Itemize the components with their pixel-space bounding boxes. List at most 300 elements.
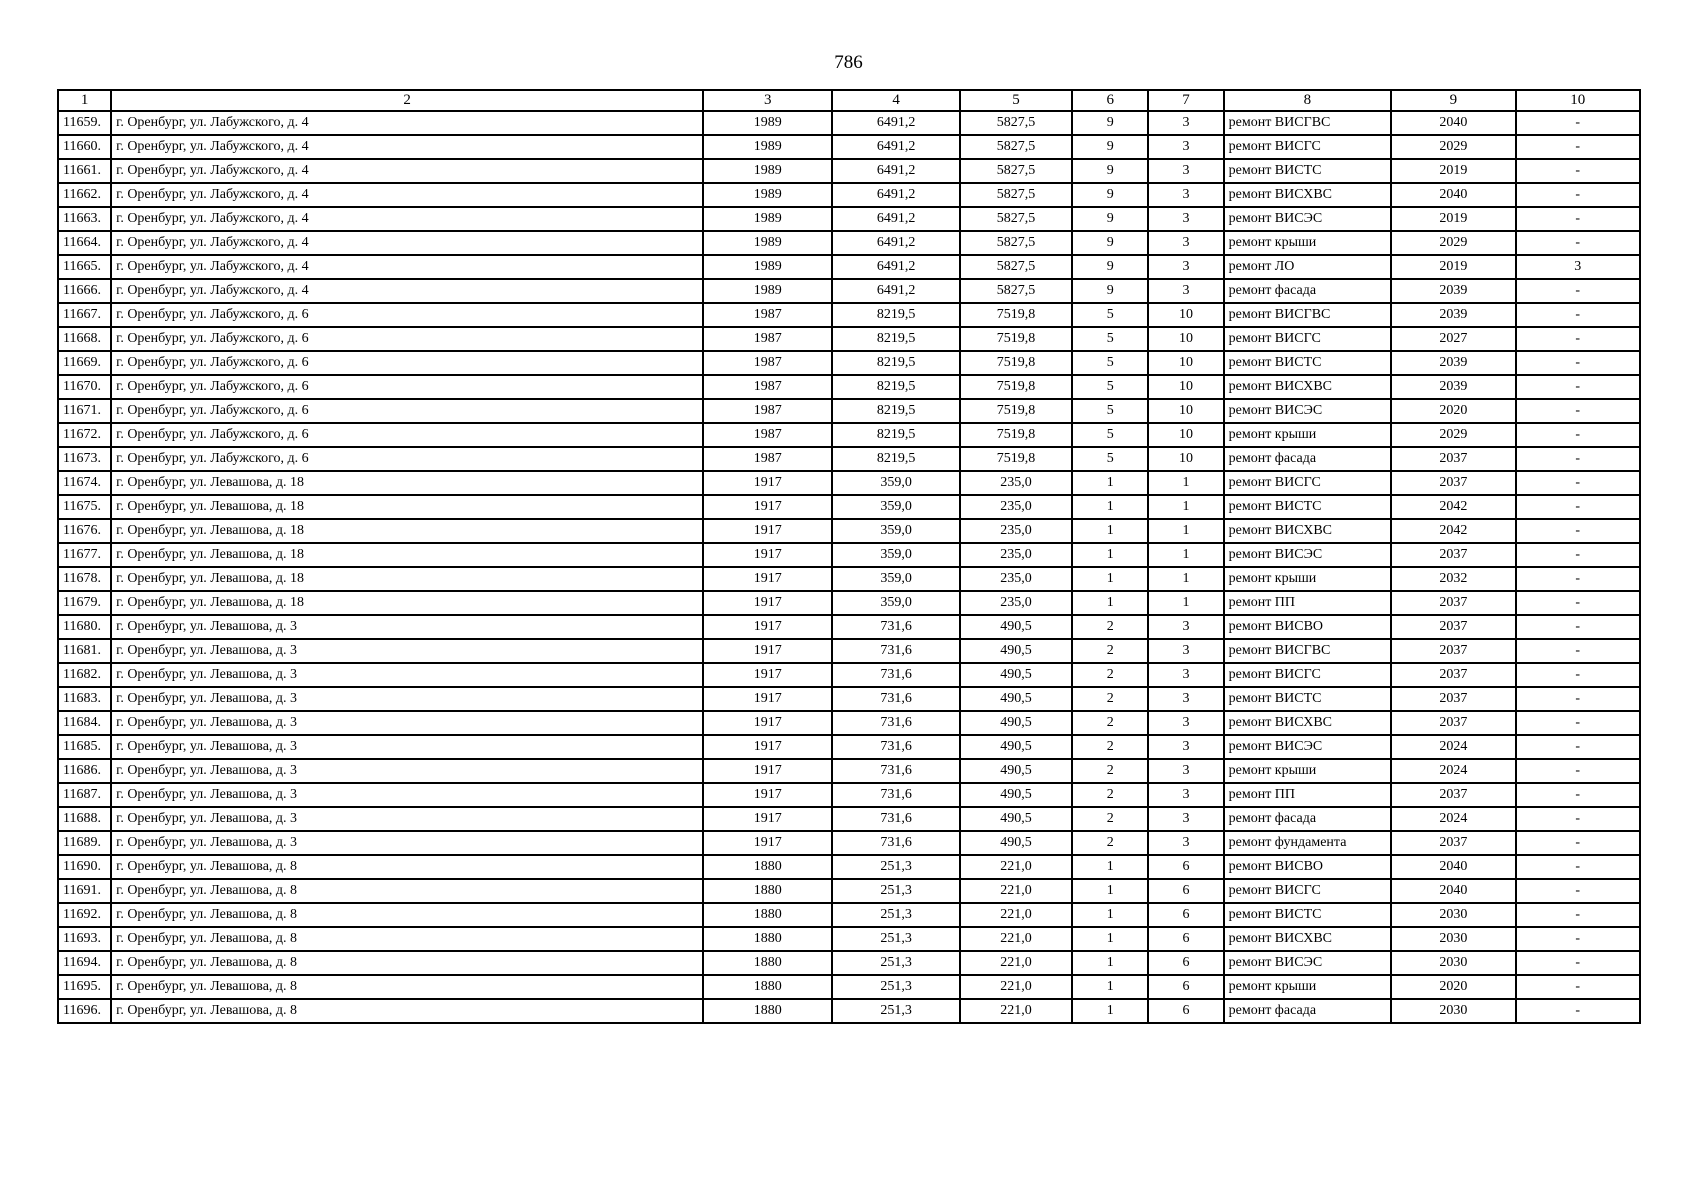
total-area-cell: 731,6 <box>832 663 959 687</box>
living-area-cell: 235,0 <box>960 543 1072 567</box>
year-cell: 1987 <box>703 375 832 399</box>
plan-year-cell: 2042 <box>1391 495 1515 519</box>
extra-cell: - <box>1516 999 1640 1023</box>
plan-year-cell: 2030 <box>1391 999 1515 1023</box>
table-row <box>58 255 1640 279</box>
year-cell: 1917 <box>703 639 832 663</box>
row-number-cell: 11673. <box>58 447 111 471</box>
living-area-cell: 5827,5 <box>960 255 1072 279</box>
table-row <box>58 807 1640 831</box>
floors-cell: 1 <box>1072 471 1148 495</box>
extra-cell: - <box>1516 135 1640 159</box>
total-area-cell: 6491,2 <box>832 255 959 279</box>
extra-cell: - <box>1516 927 1640 951</box>
floors-cell: 1 <box>1072 495 1148 519</box>
work-type-cell: ремонт крыши <box>1224 231 1392 255</box>
extra-cell: - <box>1516 831 1640 855</box>
year-cell: 1917 <box>703 567 832 591</box>
living-area-cell: 221,0 <box>960 879 1072 903</box>
extra-cell: - <box>1516 783 1640 807</box>
total-area-cell: 731,6 <box>832 687 959 711</box>
living-area-cell: 5827,5 <box>960 183 1072 207</box>
plan-year-cell: 2027 <box>1391 327 1515 351</box>
work-type-cell: ремонт ВИСВО <box>1224 615 1392 639</box>
entrances-cell: 10 <box>1148 423 1223 447</box>
floors-cell: 5 <box>1072 447 1148 471</box>
living-area-cell: 490,5 <box>960 687 1072 711</box>
entrances-cell: 3 <box>1148 231 1223 255</box>
year-cell: 1987 <box>703 399 832 423</box>
row-number-cell: 11678. <box>58 567 111 591</box>
table-row <box>58 351 1640 375</box>
living-area-cell: 5827,5 <box>960 207 1072 231</box>
work-type-cell: ремонт ВИСГС <box>1224 879 1392 903</box>
entrances-cell: 10 <box>1148 351 1223 375</box>
header-cell: 3 <box>703 90 832 111</box>
header-cell: 2 <box>111 90 703 111</box>
work-type-cell: ремонт фундамента <box>1224 831 1392 855</box>
year-cell: 1987 <box>703 351 832 375</box>
row-number-cell: 11666. <box>58 279 111 303</box>
living-area-cell: 490,5 <box>960 615 1072 639</box>
entrances-cell: 1 <box>1148 543 1223 567</box>
plan-year-cell: 2040 <box>1391 183 1515 207</box>
address-cell: г. Оренбург, ул. Левашова, д. 8 <box>111 903 703 927</box>
row-number-cell: 11672. <box>58 423 111 447</box>
living-area-cell: 5827,5 <box>960 279 1072 303</box>
living-area-cell: 7519,8 <box>960 447 1072 471</box>
total-area-cell: 731,6 <box>832 711 959 735</box>
table-row <box>58 735 1640 759</box>
table-row <box>58 927 1640 951</box>
extra-cell: - <box>1516 231 1640 255</box>
floors-cell: 9 <box>1072 135 1148 159</box>
address-cell: г. Оренбург, ул. Лабужского, д. 4 <box>111 255 703 279</box>
table-row <box>58 519 1640 543</box>
address-cell: г. Оренбург, ул. Левашова, д. 8 <box>111 879 703 903</box>
plan-year-cell: 2039 <box>1391 279 1515 303</box>
living-area-cell: 490,5 <box>960 639 1072 663</box>
work-type-cell: ремонт ВИСГВС <box>1224 303 1392 327</box>
floors-cell: 1 <box>1072 879 1148 903</box>
extra-cell: - <box>1516 423 1640 447</box>
total-area-cell: 251,3 <box>832 951 959 975</box>
row-number-cell: 11679. <box>58 591 111 615</box>
floors-cell: 5 <box>1072 399 1148 423</box>
living-area-cell: 7519,8 <box>960 423 1072 447</box>
entrances-cell: 3 <box>1148 639 1223 663</box>
table-row <box>58 855 1640 879</box>
extra-cell: - <box>1516 327 1640 351</box>
extra-cell: - <box>1516 279 1640 303</box>
extra-cell: - <box>1516 303 1640 327</box>
total-area-cell: 359,0 <box>832 519 959 543</box>
header-cell: 7 <box>1148 90 1223 111</box>
work-type-cell: ремонт ВИСГВС <box>1224 639 1392 663</box>
plan-year-cell: 2040 <box>1391 111 1515 135</box>
address-cell: г. Оренбург, ул. Левашова, д. 18 <box>111 471 703 495</box>
year-cell: 1917 <box>703 735 832 759</box>
table-row <box>58 639 1640 663</box>
row-number-cell: 11682. <box>58 663 111 687</box>
work-type-cell: ремонт ВИСГС <box>1224 135 1392 159</box>
floors-cell: 2 <box>1072 711 1148 735</box>
address-cell: г. Оренбург, ул. Левашова, д. 3 <box>111 759 703 783</box>
floors-cell: 9 <box>1072 159 1148 183</box>
address-cell: г. Оренбург, ул. Левашова, д. 3 <box>111 711 703 735</box>
address-cell: г. Оренбург, ул. Лабужского, д. 4 <box>111 111 703 135</box>
table-row <box>58 783 1640 807</box>
total-area-cell: 251,3 <box>832 999 959 1023</box>
entrances-cell: 10 <box>1148 375 1223 399</box>
row-number-cell: 11664. <box>58 231 111 255</box>
address-cell: г. Оренбург, ул. Левашова, д. 8 <box>111 999 703 1023</box>
table-row <box>58 759 1640 783</box>
living-area-cell: 490,5 <box>960 663 1072 687</box>
plan-year-cell: 2037 <box>1391 543 1515 567</box>
extra-cell: - <box>1516 903 1640 927</box>
plan-year-cell: 2032 <box>1391 567 1515 591</box>
plan-year-cell: 2029 <box>1391 231 1515 255</box>
row-number-cell: 11671. <box>58 399 111 423</box>
floors-cell: 5 <box>1072 351 1148 375</box>
living-area-cell: 7519,8 <box>960 327 1072 351</box>
row-number-cell: 11659. <box>58 111 111 135</box>
entrances-cell: 3 <box>1148 783 1223 807</box>
entrances-cell: 6 <box>1148 951 1223 975</box>
plan-year-cell: 2024 <box>1391 759 1515 783</box>
plan-year-cell: 2037 <box>1391 663 1515 687</box>
address-cell: г. Оренбург, ул. Левашова, д. 18 <box>111 591 703 615</box>
year-cell: 1987 <box>703 303 832 327</box>
entrances-cell: 6 <box>1148 999 1223 1023</box>
entrances-cell: 3 <box>1148 279 1223 303</box>
work-type-cell: ремонт ВИСГС <box>1224 471 1392 495</box>
entrances-cell: 3 <box>1148 831 1223 855</box>
extra-cell: - <box>1516 663 1640 687</box>
work-type-cell: ремонт ВИСТС <box>1224 351 1392 375</box>
floors-cell: 2 <box>1072 663 1148 687</box>
year-cell: 1989 <box>703 111 832 135</box>
floors-cell: 2 <box>1072 807 1148 831</box>
year-cell: 1987 <box>703 423 832 447</box>
extra-cell: - <box>1516 543 1640 567</box>
table-row <box>58 975 1640 999</box>
entrances-cell: 1 <box>1148 591 1223 615</box>
plan-year-cell: 2024 <box>1391 807 1515 831</box>
total-area-cell: 8219,5 <box>832 447 959 471</box>
row-number-cell: 11660. <box>58 135 111 159</box>
entrances-cell: 3 <box>1148 615 1223 639</box>
row-number-cell: 11687. <box>58 783 111 807</box>
table-row <box>58 111 1640 135</box>
work-type-cell: ремонт крыши <box>1224 423 1392 447</box>
entrances-cell: 3 <box>1148 135 1223 159</box>
plan-year-cell: 2029 <box>1391 135 1515 159</box>
header-cell: 5 <box>960 90 1072 111</box>
total-area-cell: 731,6 <box>832 759 959 783</box>
plan-year-cell: 2037 <box>1391 591 1515 615</box>
address-cell: г. Оренбург, ул. Лабужского, д. 4 <box>111 159 703 183</box>
entrances-cell: 3 <box>1148 735 1223 759</box>
row-number-cell: 11669. <box>58 351 111 375</box>
total-area-cell: 8219,5 <box>832 399 959 423</box>
floors-cell: 1 <box>1072 567 1148 591</box>
floors-cell: 1 <box>1072 519 1148 543</box>
entrances-cell: 6 <box>1148 855 1223 879</box>
year-cell: 1989 <box>703 207 832 231</box>
extra-cell: - <box>1516 519 1640 543</box>
table-row <box>58 687 1640 711</box>
living-area-cell: 221,0 <box>960 951 1072 975</box>
plan-year-cell: 2039 <box>1391 303 1515 327</box>
floors-cell: 9 <box>1072 111 1148 135</box>
row-number-cell: 11661. <box>58 159 111 183</box>
extra-cell: - <box>1516 615 1640 639</box>
floors-cell: 2 <box>1072 615 1148 639</box>
address-cell: г. Оренбург, ул. Левашова, д. 3 <box>111 783 703 807</box>
living-area-cell: 235,0 <box>960 567 1072 591</box>
table-row <box>58 231 1640 255</box>
floors-cell: 1 <box>1072 975 1148 999</box>
floors-cell: 1 <box>1072 903 1148 927</box>
address-cell: г. Оренбург, ул. Лабужского, д. 6 <box>111 303 703 327</box>
table-row <box>58 375 1640 399</box>
row-number-cell: 11690. <box>58 855 111 879</box>
extra-cell: - <box>1516 591 1640 615</box>
row-number-cell: 11670. <box>58 375 111 399</box>
entrances-cell: 3 <box>1148 807 1223 831</box>
page-number: 786 <box>834 52 863 73</box>
address-cell: г. Оренбург, ул. Левашова, д. 18 <box>111 495 703 519</box>
address-cell: г. Оренбург, ул. Левашова, д. 3 <box>111 687 703 711</box>
living-area-cell: 235,0 <box>960 591 1072 615</box>
floors-cell: 1 <box>1072 927 1148 951</box>
entrances-cell: 3 <box>1148 687 1223 711</box>
extra-cell: - <box>1516 951 1640 975</box>
entrances-cell: 1 <box>1148 519 1223 543</box>
row-number-cell: 11685. <box>58 735 111 759</box>
work-type-cell: ремонт ЛО <box>1224 255 1392 279</box>
extra-cell: - <box>1516 447 1640 471</box>
table-body <box>58 111 1640 1023</box>
work-type-cell: ремонт ВИСХВС <box>1224 711 1392 735</box>
row-number-cell: 11695. <box>58 975 111 999</box>
address-cell: г. Оренбург, ул. Левашова, д. 18 <box>111 567 703 591</box>
total-area-cell: 731,6 <box>832 831 959 855</box>
floors-cell: 9 <box>1072 279 1148 303</box>
work-type-cell: ремонт ВИСЭС <box>1224 543 1392 567</box>
year-cell: 1880 <box>703 975 832 999</box>
header-cell: 1 <box>58 90 111 111</box>
living-area-cell: 235,0 <box>960 519 1072 543</box>
work-type-cell: ремонт фасада <box>1224 279 1392 303</box>
plan-year-cell: 2037 <box>1391 783 1515 807</box>
plan-year-cell: 2019 <box>1391 255 1515 279</box>
table-row <box>58 663 1640 687</box>
extra-cell: - <box>1516 735 1640 759</box>
year-cell: 1880 <box>703 999 832 1023</box>
table-row <box>58 399 1640 423</box>
year-cell: 1917 <box>703 543 832 567</box>
plan-year-cell: 2037 <box>1391 447 1515 471</box>
entrances-cell: 1 <box>1148 567 1223 591</box>
year-cell: 1989 <box>703 183 832 207</box>
work-type-cell: ремонт ПП <box>1224 783 1392 807</box>
living-area-cell: 235,0 <box>960 471 1072 495</box>
floors-cell: 9 <box>1072 207 1148 231</box>
total-area-cell: 731,6 <box>832 735 959 759</box>
year-cell: 1917 <box>703 783 832 807</box>
year-cell: 1917 <box>703 519 832 543</box>
total-area-cell: 6491,2 <box>832 279 959 303</box>
plan-year-cell: 2020 <box>1391 975 1515 999</box>
living-area-cell: 5827,5 <box>960 231 1072 255</box>
entrances-cell: 3 <box>1148 711 1223 735</box>
row-number-cell: 11689. <box>58 831 111 855</box>
total-area-cell: 6491,2 <box>832 231 959 255</box>
entrances-cell: 3 <box>1148 663 1223 687</box>
plan-year-cell: 2030 <box>1391 951 1515 975</box>
floors-cell: 2 <box>1072 735 1148 759</box>
register-table <box>57 89 1641 1024</box>
row-number-cell: 11677. <box>58 543 111 567</box>
plan-year-cell: 2039 <box>1391 351 1515 375</box>
work-type-cell: ремонт ВИСГС <box>1224 327 1392 351</box>
floors-cell: 5 <box>1072 327 1148 351</box>
row-number-cell: 11693. <box>58 927 111 951</box>
work-type-cell: ремонт ВИСХВС <box>1224 375 1392 399</box>
work-type-cell: ремонт фасада <box>1224 447 1392 471</box>
living-area-cell: 221,0 <box>960 927 1072 951</box>
address-cell: г. Оренбург, ул. Лабужского, д. 4 <box>111 135 703 159</box>
extra-cell: - <box>1516 399 1640 423</box>
year-cell: 1880 <box>703 927 832 951</box>
entrances-cell: 3 <box>1148 759 1223 783</box>
work-type-cell: ремонт ПП <box>1224 591 1392 615</box>
entrances-cell: 3 <box>1148 183 1223 207</box>
extra-cell: - <box>1516 807 1640 831</box>
work-type-cell: ремонт ВИСГВС <box>1224 111 1392 135</box>
entrances-cell: 10 <box>1148 447 1223 471</box>
row-number-cell: 11675. <box>58 495 111 519</box>
work-type-cell: ремонт ВИСТС <box>1224 903 1392 927</box>
entrances-cell: 6 <box>1148 927 1223 951</box>
row-number-cell: 11684. <box>58 711 111 735</box>
address-cell: г. Оренбург, ул. Лабужского, д. 6 <box>111 399 703 423</box>
extra-cell: 3 <box>1516 255 1640 279</box>
table-row <box>58 615 1640 639</box>
entrances-cell: 6 <box>1148 975 1223 999</box>
living-area-cell: 221,0 <box>960 903 1072 927</box>
table-row <box>58 303 1640 327</box>
table-row <box>58 831 1640 855</box>
total-area-cell: 6491,2 <box>832 183 959 207</box>
plan-year-cell: 2037 <box>1391 615 1515 639</box>
year-cell: 1917 <box>703 831 832 855</box>
extra-cell: - <box>1516 711 1640 735</box>
living-area-cell: 221,0 <box>960 975 1072 999</box>
address-cell: г. Оренбург, ул. Левашова, д. 18 <box>111 519 703 543</box>
table-row <box>58 471 1640 495</box>
floors-cell: 2 <box>1072 639 1148 663</box>
floors-cell: 5 <box>1072 303 1148 327</box>
address-cell: г. Оренбург, ул. Левашова, д. 3 <box>111 615 703 639</box>
total-area-cell: 359,0 <box>832 567 959 591</box>
address-cell: г. Оренбург, ул. Лабужского, д. 4 <box>111 183 703 207</box>
total-area-cell: 359,0 <box>832 495 959 519</box>
floors-cell: 9 <box>1072 183 1148 207</box>
living-area-cell: 7519,8 <box>960 399 1072 423</box>
year-cell: 1880 <box>703 951 832 975</box>
work-type-cell: ремонт крыши <box>1224 759 1392 783</box>
work-type-cell: ремонт ВИСХВС <box>1224 519 1392 543</box>
floors-cell: 5 <box>1072 375 1148 399</box>
address-cell: г. Оренбург, ул. Левашова, д. 3 <box>111 735 703 759</box>
year-cell: 1989 <box>703 279 832 303</box>
plan-year-cell: 2037 <box>1391 711 1515 735</box>
year-cell: 1989 <box>703 255 832 279</box>
row-number-cell: 11686. <box>58 759 111 783</box>
entrances-cell: 3 <box>1148 207 1223 231</box>
total-area-cell: 6491,2 <box>832 207 959 231</box>
table-row <box>58 567 1640 591</box>
plan-year-cell: 2030 <box>1391 903 1515 927</box>
year-cell: 1989 <box>703 231 832 255</box>
address-cell: г. Оренбург, ул. Лабужского, д. 6 <box>111 327 703 351</box>
total-area-cell: 251,3 <box>832 879 959 903</box>
living-area-cell: 7519,8 <box>960 303 1072 327</box>
year-cell: 1917 <box>703 663 832 687</box>
extra-cell: - <box>1516 975 1640 999</box>
row-number-cell: 11694. <box>58 951 111 975</box>
year-cell: 1987 <box>703 447 832 471</box>
header-cell: 4 <box>832 90 959 111</box>
year-cell: 1917 <box>703 591 832 615</box>
table-row <box>58 207 1640 231</box>
plan-year-cell: 2037 <box>1391 831 1515 855</box>
work-type-cell: ремонт крыши <box>1224 975 1392 999</box>
plan-year-cell: 2029 <box>1391 423 1515 447</box>
table-row <box>58 279 1640 303</box>
entrances-cell: 3 <box>1148 111 1223 135</box>
table-row <box>58 711 1640 735</box>
plan-year-cell: 2019 <box>1391 207 1515 231</box>
table-row <box>58 879 1640 903</box>
header-cell: 10 <box>1516 90 1640 111</box>
plan-year-cell: 2042 <box>1391 519 1515 543</box>
table-row <box>58 951 1640 975</box>
total-area-cell: 731,6 <box>832 615 959 639</box>
address-cell: г. Оренбург, ул. Лабужского, д. 6 <box>111 351 703 375</box>
address-cell: г. Оренбург, ул. Левашова, д. 8 <box>111 975 703 999</box>
table-row <box>58 543 1640 567</box>
work-type-cell: ремонт ВИСЭС <box>1224 951 1392 975</box>
work-type-cell: ремонт ВИСЭС <box>1224 735 1392 759</box>
entrances-cell: 10 <box>1148 399 1223 423</box>
extra-cell: - <box>1516 375 1640 399</box>
total-area-cell: 359,0 <box>832 591 959 615</box>
header-cell: 6 <box>1072 90 1148 111</box>
work-type-cell: ремонт ВИСТС <box>1224 159 1392 183</box>
year-cell: 1917 <box>703 759 832 783</box>
floors-cell: 2 <box>1072 759 1148 783</box>
table-row <box>58 903 1640 927</box>
floors-cell: 1 <box>1072 951 1148 975</box>
extra-cell: - <box>1516 159 1640 183</box>
extra-cell: - <box>1516 207 1640 231</box>
floors-cell: 9 <box>1072 231 1148 255</box>
